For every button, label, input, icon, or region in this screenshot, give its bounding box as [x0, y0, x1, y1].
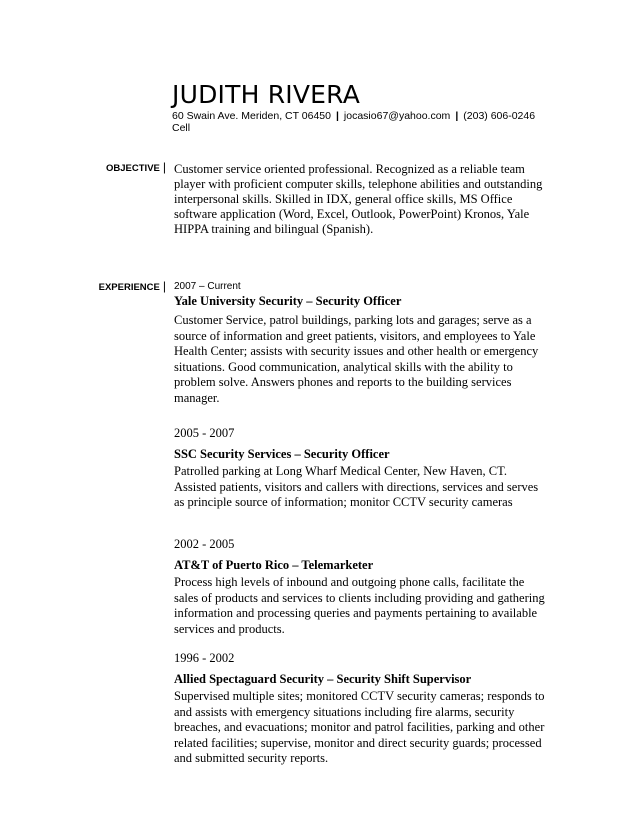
objective-label	[60, 160, 166, 176]
contact-info	[172, 110, 552, 134]
contact-separator: |	[455, 110, 459, 122]
contact-separator: |	[335, 110, 339, 122]
address: 60 Swain Ave. Meriden, CT 06450	[172, 110, 331, 122]
job-title: Yale University Security – Security Officer	[174, 294, 402, 308]
job-title: Allied Spectaguard Security – Security Shift Supervisor	[174, 672, 472, 686]
job-title: SSC Security Services – Security Officer	[174, 447, 390, 461]
objective-text: Customer service oriented professional. Recognized as a reliable team player with proficient computer skills, telephone abilities and outstanding interpersonal skills. Skilled in IDX, general office skills, MS Office software application (Word, Excel, Outlook, PowerPoint) Kronos, Yale HIPPA training and bilingual (Spanish).	[174, 162, 543, 236]
job-entry-3	[174, 537, 549, 637]
job-description: Supervised multiple sites; monitored CCTV security cameras; responds to and assists with emergency situations including fire alarms, security breaches, and evacuations; monitor and patrol facilities, parking and other related facilities; supervise, monitor and direct security guards; processed and submitted security reports.	[174, 689, 545, 765]
experience-label-bar: |	[162, 279, 166, 293]
job-date: 2005 - 2007	[174, 426, 235, 440]
job-entry-2	[174, 426, 549, 511]
phone: (203) 606-0246	[463, 110, 536, 122]
job-entry-1	[174, 280, 549, 406]
job-date: 2007 – Current	[174, 281, 241, 292]
experience-label	[60, 279, 166, 295]
candidate-name: JUDITH RIVERA	[172, 80, 361, 109]
email: jocasio67@yahoo.com	[343, 110, 451, 122]
objective-label-text: OBJECTIVE	[106, 163, 160, 174]
objective-label-bar: |	[162, 160, 166, 174]
job-description: Process high levels of inbound and outgoing phone calls, facilitate the sales of products and services to clients including providing and gathering information and processing queries and payments pertaining to available services and products.	[174, 575, 545, 636]
experience-label-text: EXPERIENCE	[98, 282, 160, 293]
job-description: Customer Service, patrol buildings, parking lots and garages; serve as a source of information and greet patients, visitors, and employees to Yale Health Center; assists with security issues and other health or emergency situations. Good communication, analytical skills with the ability to problem solve. Answers phones and reports to the building services manager.	[174, 313, 539, 405]
job-title: AT&T of Puerto Rico – Telemarketer	[174, 558, 374, 572]
job-entry-4	[174, 651, 549, 767]
job-description: Patrolled parking at Long Wharf Medical Center, New Haven, CT. Assisted patients, visitors and callers with directions, services and serves as principle source of information; monitor CCTV security cameras	[174, 464, 539, 509]
phone-type: Cell	[172, 122, 191, 134]
job-date: 2002 - 2005	[174, 537, 235, 551]
job-date: 1996 - 2002	[174, 651, 235, 665]
